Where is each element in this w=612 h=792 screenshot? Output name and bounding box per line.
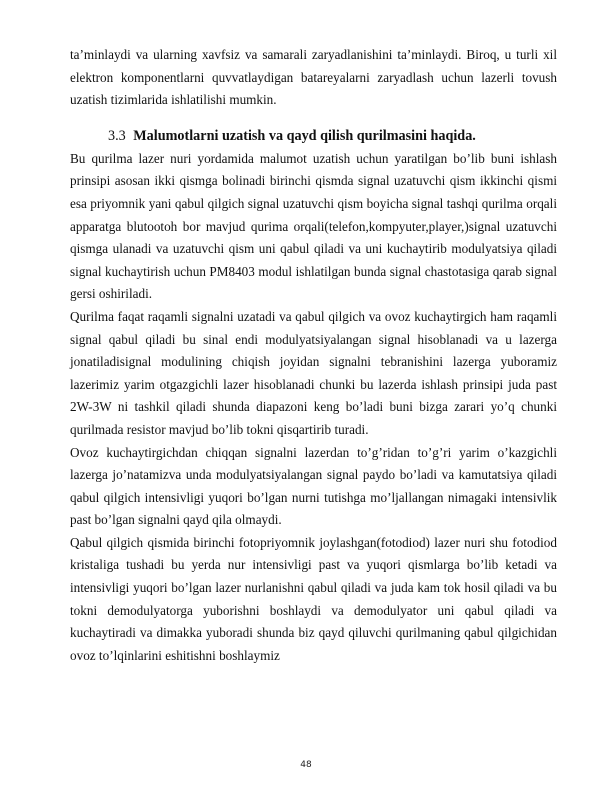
intro-paragraph: ta’minlaydi va ularning xavfsiz va samarali zaryadlanishini ta’minlaydi. Biroq, u turli xil elektron komponentlarni quvvatlaydigan batareyalarni zaryadlash uchun lazerli tovush uzatish tizimlarida ishlatilishi mumkin. xyxy=(70,47,557,108)
section-number: 3.3 xyxy=(108,127,126,144)
section-heading xyxy=(70,125,557,147)
document-page xyxy=(70,44,557,667)
body-paragraph: Ovoz kuchaytirgichdan chiqqan signalni lazerdan to’g’ridan to’g’ri yarim o’kazgichli lazerga jo’natamizva unda modulyatsiyalangan signal paydo bo’ladi va kamutatsiya qiladi qabul qilgich intensivligi yuqori bo’lgan nurni tutishga mo’ljallangan nimagaki intensivlik past bo’lgan signalni qayd qila olmaydi. xyxy=(70,444,557,528)
body-paragraph: Qabul qilgich qismida birinchi fotopriyomnik joylashgan(fotodiod) lazer nuri shu fotodiod kristaliga tushadi bu yerda nur intensivligi past va yuqori qismlarga bo’lib ketadi va intensivligi yuqori bo’lgan lazer nurlanishni qabul qiladi va juda kam tok hosil qiladi va bu tokni demodulyatorga yuborishni boshlaydi va demodulyator uni qabul qiladi va kuchaytiradi va dimakka yuboradi shunda biz qayd qiluvchi qurilmaning qabul qilgichidan ovoz to’lqinlarini eshitishni boshlaymiz xyxy=(70,534,557,663)
section-title: Malumotlarni uzatish va qayd qilish qurilmasini haqida. xyxy=(133,127,476,144)
body-paragraph: Bu qurilma lazer nuri yordamida malumot uzatish uchun yaratilgan bo’lib buni ishlash prinsipi asosan ikki qismga bolinadi birinchi qismda signal uzatuvchi qism ikkinchi qismi esa priyomnik yani qabul qilgich signal uzatuvchi qism boyicha signal tashqi qurilma orqali apparatga blutootoh bor mavjud qurima orqali(telefon,kompyuter,player,)signal uzatuvchi qismga ulanadi va uzatuvchi qism uni qabul qiladi va uni kuchaytirib modulyatsiya qiladi signal kuchaytirish uchun PM8403 modul ishlatilgan bunda signal chastotasiga qarab signal gersi oshiriladi. xyxy=(70,150,557,302)
body-paragraph: Qurilma faqat raqamli signalni uzatadi va qabul qilgich va ovoz kuchaytirgich ham raqamli signal qabul qiladi bu sinal endi modulyatsiyalangan signal hisoblanadi va u lazerga jonatiladisignal modulining chiqish joyidan signalni tebranishini lazerga yuboramiz lazerimiz yarim otgazgichli lazer hisoblanadi chunki bu lazerda ishlash prinsipi juda past 2W-3W ni tashkil qiladi shunda diapazoni keng bo’ladi buni bizga zarari yo’q chunki qurilmada resistor mavjud bo’lib tokni qisqartirib turadi. xyxy=(70,308,557,437)
page-number: 48 xyxy=(300,760,312,770)
